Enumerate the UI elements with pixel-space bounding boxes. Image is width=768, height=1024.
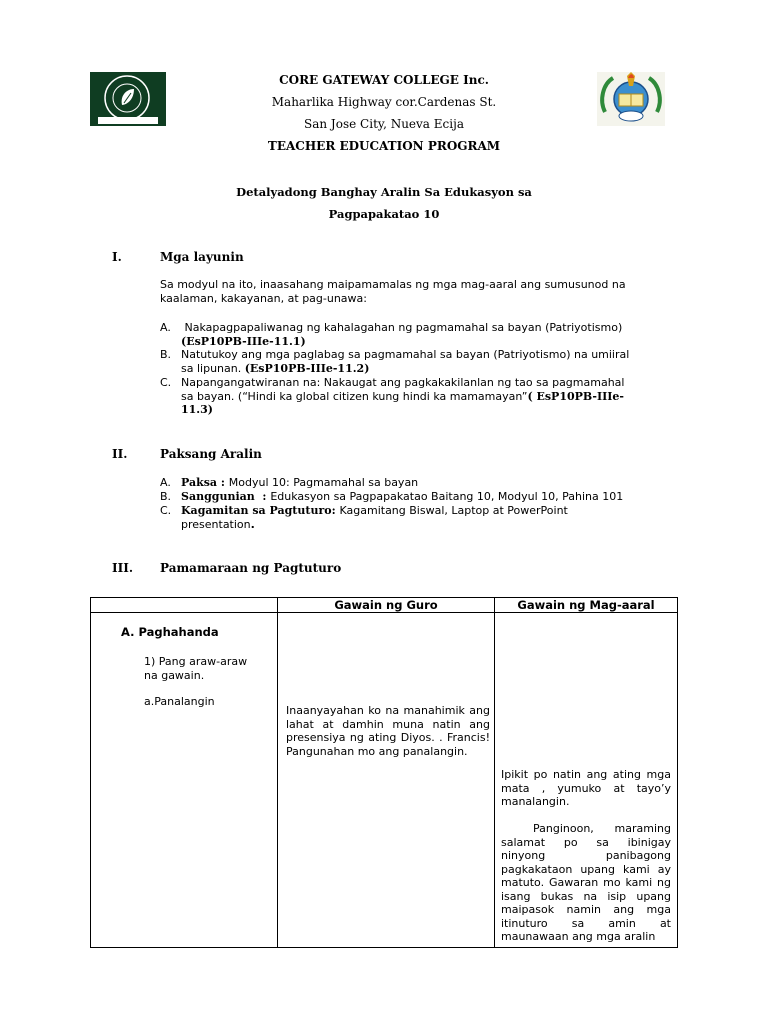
- student-activity-text-1: Ipikit po natin ang ating mga mata , yumuko at tayo’y manalangin.: [501, 768, 671, 808]
- objective-c-letter: C.: [160, 376, 172, 389]
- section-3-heading: Pamamaraan ng Pagtuturo: [160, 561, 342, 575]
- procedure-sub-a: a.Panalangin: [144, 695, 215, 708]
- college-address-line2: San Jose City, Nueva Ecija: [304, 117, 464, 131]
- college-address-line1: Maharlika Highway cor.Cardenas St.: [271, 95, 497, 109]
- college-name: CORE GATEWAY COLLEGE Inc.: [279, 73, 489, 87]
- lesson-plan-title-line1: Detalyadong Banghay Aralin Sa Edukasyon sa: [236, 185, 532, 199]
- objective-c: Napangangatwiranan na: Nakaugat ang pagkakakilanlan ng tao sa pagmamahal sa bayan. (“Hindi ka global citizen kung hindi ka mamamayan”( EsP10PB-IIIe- 11.3): [181, 376, 625, 416]
- topic-paksa: Paksa : Modyul 10: Pagmamahal sa bayan: [181, 476, 419, 489]
- section-1-heading: Mga layunin: [160, 250, 244, 264]
- table-cell-procedure: [91, 613, 278, 948]
- table-cell-teacher: [278, 613, 495, 948]
- table-row: [91, 613, 678, 948]
- topic-kagamitan: Kagamitan sa Pagtuturo: Kagamitang Biswal, Laptop at PowerPoint presentation.: [181, 504, 568, 531]
- lesson-procedure-table: [90, 597, 678, 948]
- objective-a-letter: A.: [160, 321, 171, 334]
- topic-sanggunian: Sanggunian : Edukasyon sa Pagpapakatao Baitang 10, Modyul 10, Pahina 101: [181, 490, 624, 503]
- table-cell-student: [495, 613, 678, 948]
- section-1-intro: Sa modyul na ito, inaasahang maipamamalas ng mga mag-aaral ang sumusunod na kaalaman, kakayanan, at pag-unawa:: [160, 278, 626, 305]
- table-header-row: [91, 598, 678, 613]
- program-name: TEACHER EDUCATION PROGRAM: [267, 139, 501, 153]
- teacher-activity-text: Inaanyayahan ko na manahimik ang lahat at damhin muna natin ang presensiya ng ating Diyos. . Francis! Pangunahan mo ang panalangin.: [286, 704, 490, 758]
- procedure-section-a: A. Paghahanda: [121, 625, 219, 639]
- topic-letter-a: A.: [160, 476, 171, 489]
- objective-a: Nakapagpapaliwanag ng kahalagahan ng pagmamahal sa bayan (Patriyotismo) (EsP10PB-IIIe-11.1): [181, 321, 623, 348]
- topic-letter-c: C.: [160, 504, 172, 517]
- section-1-number: I.: [112, 250, 122, 264]
- section-2-number: II.: [112, 447, 128, 461]
- table-header-teacher: Gawain ng Guro: [278, 598, 495, 613]
- topic-letter-b: B.: [160, 490, 172, 503]
- section-3-number: III.: [112, 561, 134, 575]
- section-2-heading: Paksang Aralin: [160, 447, 262, 461]
- table-header-student: Gawain ng Mag-aaral: [495, 598, 678, 613]
- lesson-plan-title-line2: Pagpapakatao 10: [328, 207, 440, 221]
- objective-b: Natutukoy ang mga paglabag sa pagmamahal sa bayan (Patriyotismo) na umiiral sa lipunan. (EsP10PB-IIIe-11.2): [181, 348, 630, 375]
- procedure-sub-1: 1) Pang araw-araw na gawain.: [144, 655, 248, 682]
- table-header-blank: [91, 598, 278, 613]
- objective-b-letter: B.: [160, 348, 172, 361]
- student-activity-text-2: Panginoon, maraming salamat po sa ibinigay ninyong panibagong pagkakataon upang kami ay matuto. Gawaran mo kami ng isang bukas na isip upang maipasok namin ang mga itinuturo sa amin at maunawaan ang mga aralin: [501, 822, 671, 943]
